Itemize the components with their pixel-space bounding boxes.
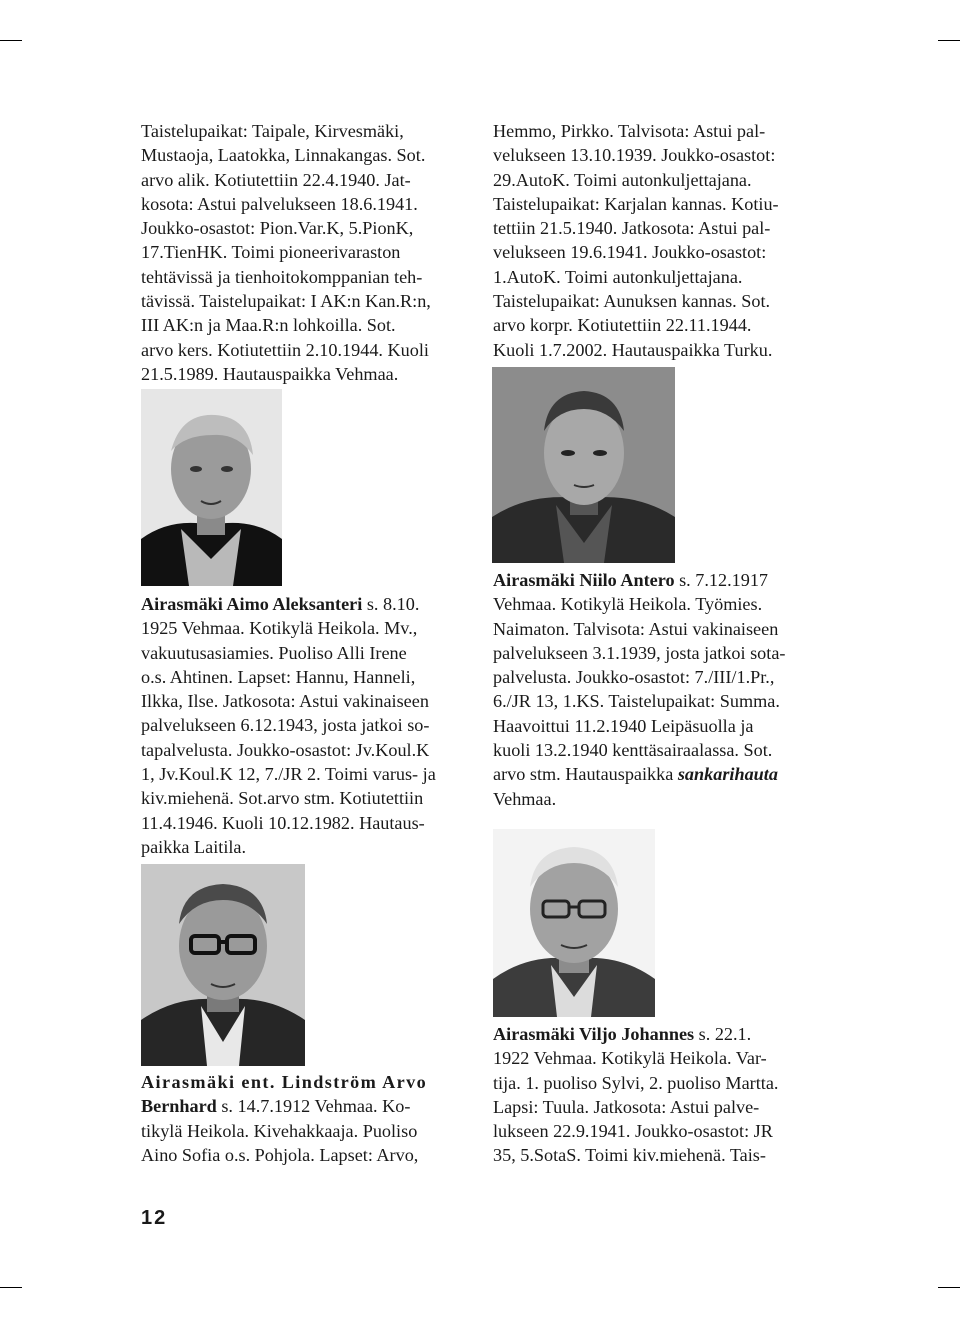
- emphasis-text: sankarihauta: [677, 764, 778, 785]
- portrait-photo-arvo: [141, 864, 305, 1066]
- biography-aimo: Airasmäki Aimo Aleksanteri s. 8.10. 1925 Vehmaa. Kotikylä Heikola. Mv., vakuutusasiamies. Puoliso Alli Irene o.s. Ahtinen. Lapset: Hannu, Hanneli, Ilkka, Ilse. Jatkosota: Astui vakinaiseen palvelukseen 6.12.1943, josta jatkoi so- tapalvelusta. Joukko-osastot: Jv.Koul.K 1, Jv.Koul.K 12, 7./JR 2. Toimi varus- ja kiv.miehenä. Sot.arvo stm. Kotiutettiin 11.4.1946. Kuoli 10.12.1982. Hautaus- paikka Laitila.: [141, 594, 436, 857]
- biography-text-top-right: Hemmo, Pirkko. Talvisota: Astui pal- velukseen 13.10.1939. Joukko-osastot: 29.AutoK. Toimi autonkuljettajana. Taistelupaikat: Karjalan kannas. Kotiu- tettiin 21.5.1940. Jatkosota: Astui pal- velukseen 19.6.1941. Joukko-osastot: 1.AutoK. Toimi autonkuljettajana. Taistelupaikat: Aunuksen kannas. Sot. arvo korpr. Kotiutettiin 22.11.1944. Kuoli 1.7.2002. Hautauspaikka Turku.: [493, 121, 779, 360]
- person-name: Airasmäki ent. Lindström Arvo: [141, 1072, 428, 1092]
- page-number: 12: [141, 1207, 168, 1229]
- portrait-photo-aimo: [141, 389, 282, 586]
- person-name: Airasmäki Viljo Johannes: [493, 1024, 695, 1044]
- biography-arvo: Airasmäki ent. Lindström Arvo Bernhard s. 14.7.1912 Vehmaa. Ko- tikylä Heikola. Kivehakkaaja. Puoliso Aino Sofia o.s. Pohjola. Lapset: Arvo,: [141, 1072, 428, 1165]
- crop-mark: [0, 1287, 22, 1288]
- crop-mark: [0, 40, 22, 41]
- person-name: Airasmäki Niilo Antero: [493, 570, 675, 590]
- portrait-photo-viljo: [493, 829, 655, 1017]
- person-name: Bernhard: [141, 1096, 217, 1117]
- crop-mark: [938, 1287, 960, 1288]
- crop-mark: [938, 40, 960, 41]
- portrait-photo-niilo: [492, 367, 675, 563]
- biography-viljo: Airasmäki Viljo Johannes s. 22.1. 1922 Vehmaa. Kotikylä Heikola. Var- tija. 1. puoliso Sylvi, 2. puoliso Martta. Lapsi: Tuula. Jatkosota: Astui palve- lukseen 22.9.1941. Joukko-osastot: JR 35, 5.SotaS. Toimi kiv.miehenä. Tais-: [493, 1024, 779, 1166]
- biography-text-top-left: Taistelupaikat: Taipale, Kirvesmäki, Mustaoja, Laatokka, Linnakangas. Sot. arvo alik. Kotiutettiin 22.4.1940. Jat- kosota: Astui palvelukseen 18.6.1941. Joukko-osastot: Pion.Var.K, 5.PionK, 17.TienHK. Toimi pioneerivaraston tehtävissä ja tienhoitokomppanian teh- tävissä. Taistelupaikat: I AK:n Kan.R:n, III AK:n ja Maa.R:n lohkoilla. Sot. arvo kers. Kotiutettiin 2.10.1944. Kuoli 21.5.1989. Hautauspaikka Vehmaa.: [141, 121, 431, 384]
- biography-niilo: Airasmäki Niilo Antero s. 7.12.1917 Vehmaa. Kotikylä Heikola. Työmies. Naimaton. Talvisota: Astui vakinaiseen palvelukseen 3.1.1939, josta jatkoi sota- palvelusta. Joukko-osastot: 7./III/1.Pr., 6./JR 13, 1.KS. Taistelupaikat: Summa. Haavoittui 11.2.1940 Leipäsuolla ja kuoli 13.2.1940 kenttäsairaalassa. Sot. arvo stm. Hautauspaikka sankarihauta Vehmaa.: [493, 570, 786, 809]
- person-name: Airasmäki Aimo Aleksanteri: [141, 594, 363, 614]
